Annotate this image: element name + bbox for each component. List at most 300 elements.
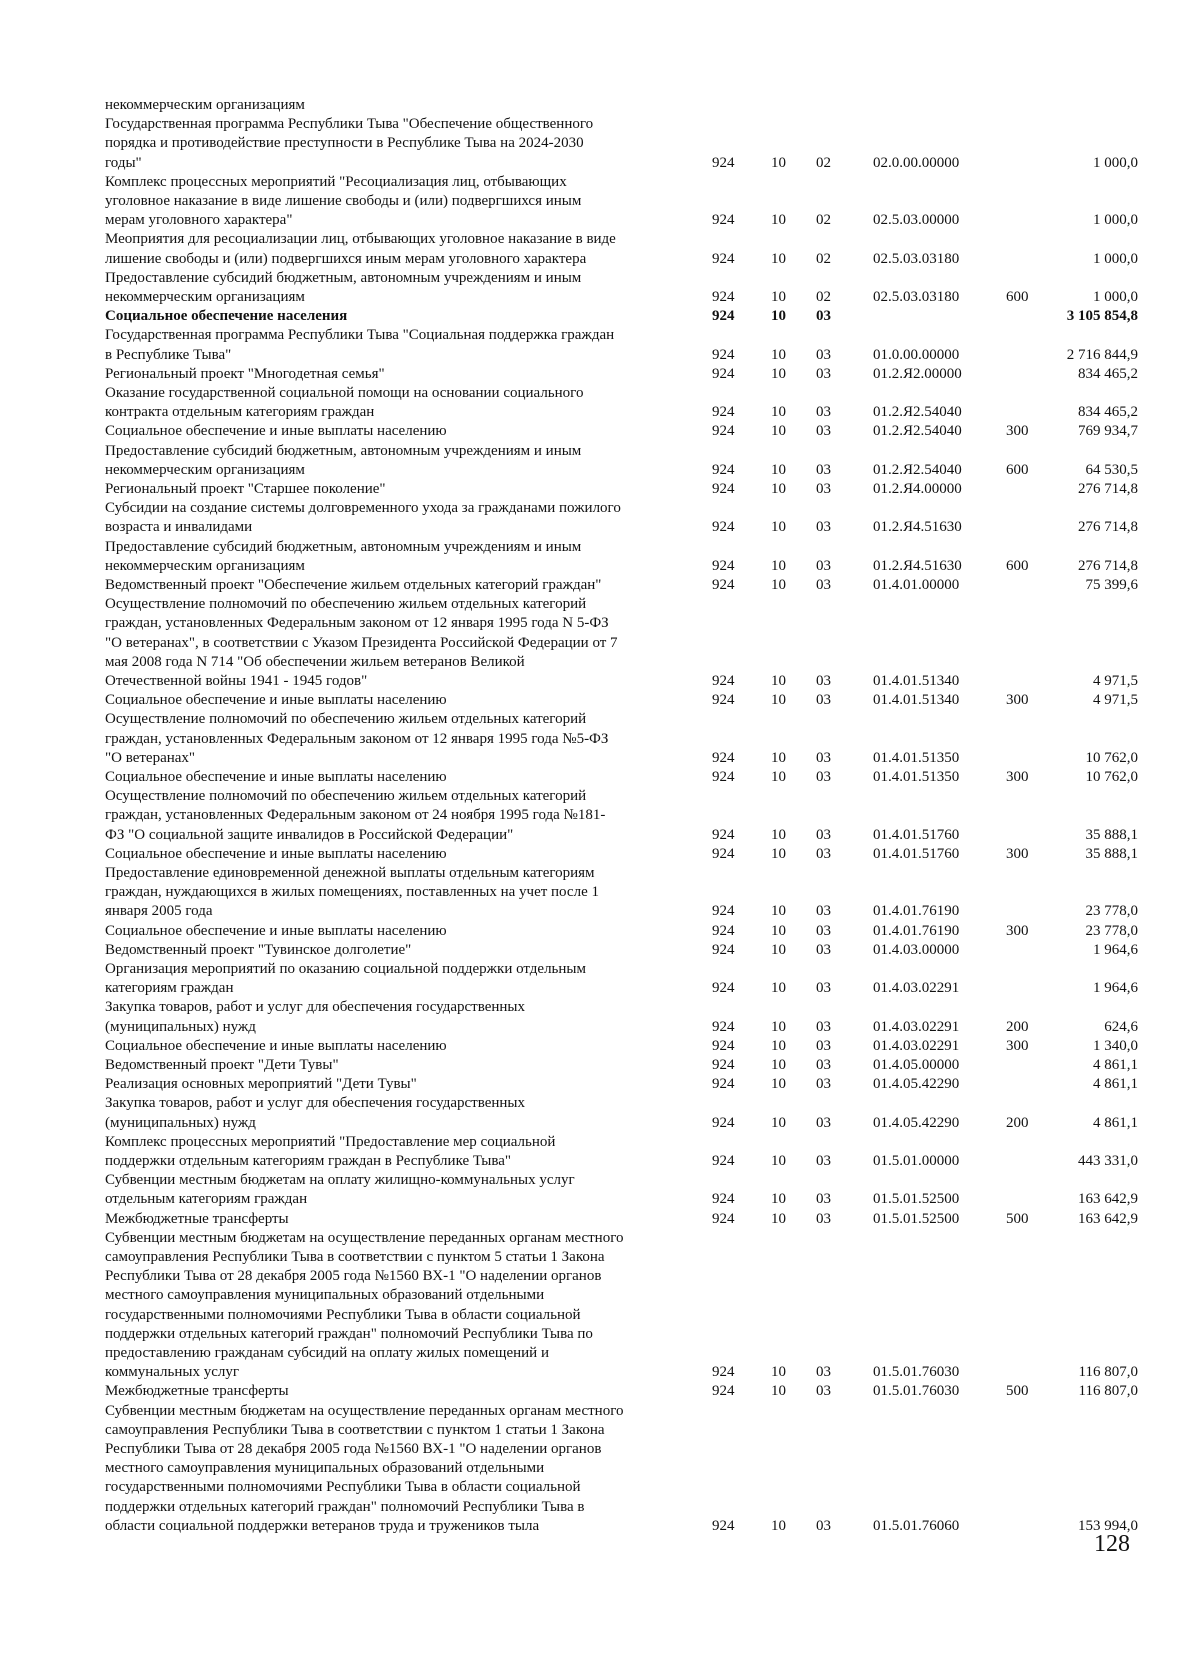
row-target-article: 01.4.01.76190 xyxy=(873,922,960,939)
row-admin-code: 924 xyxy=(712,1114,735,1131)
row-admin-code: 924 xyxy=(712,826,735,843)
row-name-line: Социальное обеспечение и иные выплаты населению xyxy=(105,692,447,709)
row-sum: 276 714,8 xyxy=(1078,481,1138,497)
row-expense-type: 300 xyxy=(1006,922,1029,939)
row-subsection: 03 xyxy=(816,941,831,958)
row-name-line: Межбюджетные трансферты xyxy=(105,1210,289,1227)
row-subsection: 03 xyxy=(816,1018,831,1035)
row-target-article: 01.4.03.02291 xyxy=(873,980,960,997)
row-admin-code: 924 xyxy=(712,845,735,862)
row-subsection: 03 xyxy=(816,903,831,920)
row-name-line: Социальное обеспечение населения xyxy=(105,308,348,325)
row-section: 10 xyxy=(771,250,786,267)
row-subsection: 03 xyxy=(816,346,831,363)
table-row xyxy=(0,768,1200,787)
row-name-line: некоммерческим организациям xyxy=(105,461,305,478)
row-name-line: Социальное обеспечение и иные выплаты населению xyxy=(105,922,447,939)
row-target-article: 01.4.05.42290 xyxy=(873,1114,960,1131)
row-name xyxy=(105,365,690,384)
row-name-line: коммунальных услуг xyxy=(105,1364,240,1381)
row-subsection: 03 xyxy=(816,1114,831,1131)
table-row xyxy=(0,365,1200,384)
table-row xyxy=(0,115,1200,173)
row-sum: 769 934,7 xyxy=(1078,423,1138,440)
row-section: 10 xyxy=(771,845,786,862)
row-admin-code: 924 xyxy=(712,1191,735,1208)
row-name-line: Ведомственный проект "Тувинское долголетие" xyxy=(105,941,412,958)
table-row xyxy=(0,576,1200,595)
row-section: 10 xyxy=(771,941,786,958)
row-target-article: 01.2.Я2.00000 xyxy=(873,365,962,382)
row-name-line: Социальное обеспечение и иные выплаты населению xyxy=(105,423,447,440)
row-target-article: 01.4.03.00000 xyxy=(873,941,960,958)
row-section: 10 xyxy=(771,461,786,478)
row-target-article: 01.4.01.51350 xyxy=(873,769,960,785)
table-row xyxy=(0,1229,1200,1383)
row-sum: 834 465,2 xyxy=(1078,404,1138,421)
row-subsection: 03 xyxy=(816,423,831,440)
row-target-article: 02.0.00.00000 xyxy=(873,154,960,171)
row-target-article: 02.5.03.03180 xyxy=(873,288,960,305)
table-row xyxy=(0,173,1200,231)
row-admin-code: 924 xyxy=(712,346,735,363)
row-subsection: 03 xyxy=(816,1364,831,1381)
row-name-line: контракта отдельным категориям граждан xyxy=(105,404,375,421)
row-sum: 35 888,1 xyxy=(1085,826,1138,843)
page-number: 128 xyxy=(1094,1531,1130,1557)
row-name xyxy=(105,576,690,595)
row-name-line: поддержки отдельных категорий граждан" полномочий Республики Тыва в xyxy=(105,1498,585,1515)
table-row xyxy=(0,442,1200,480)
row-sum: 35 888,1 xyxy=(1085,845,1138,862)
row-name xyxy=(105,1229,690,1383)
row-target-article: 01.4.01.51760 xyxy=(873,845,960,862)
row-name-line: Региональный проект "Многодетная семья" xyxy=(105,365,385,382)
row-sum: 276 714,8 xyxy=(1078,557,1138,574)
row-subsection: 03 xyxy=(816,577,831,593)
row-name-line: Республики Тыва от 28 декабря 2005 года №1560 ВХ-1 "О наделении органов xyxy=(105,1268,602,1285)
row-subsection: 03 xyxy=(816,749,831,766)
row-subsection: 03 xyxy=(816,672,831,689)
row-subsection: 02 xyxy=(816,250,831,267)
row-name-line: Оказание государственной социальной помощи на основании социального xyxy=(105,385,584,401)
row-sum: 23 778,0 xyxy=(1085,922,1138,939)
row-name-line: местного самоуправления муниципальных образований отдельными xyxy=(105,1460,545,1477)
row-name-line: местного самоуправления муниципальных образований отдельными xyxy=(105,1287,545,1304)
row-subsection: 02 xyxy=(816,288,831,305)
row-name xyxy=(105,115,690,173)
row-name-line: Региональный проект "Старшее поколение" xyxy=(105,481,386,497)
row-admin-code: 924 xyxy=(712,557,735,574)
row-admin-code: 924 xyxy=(712,461,735,478)
row-section: 10 xyxy=(771,1364,786,1381)
table-row xyxy=(0,787,1200,845)
row-sum: 116 807,0 xyxy=(1078,1383,1138,1400)
row-subsection: 03 xyxy=(816,1383,831,1400)
table-row xyxy=(0,845,1200,864)
row-name-line: уголовное наказание в виде лишение свободы и (или) подвергшихся иным xyxy=(105,193,582,209)
row-sum: 1 000,0 xyxy=(1093,154,1138,171)
row-target-article: 01.4.03.02291 xyxy=(873,1018,960,1035)
row-name-line: некоммерческим организациям xyxy=(105,557,305,574)
table-row xyxy=(0,384,1200,422)
row-sum: 624,6 xyxy=(1104,1018,1138,1035)
row-name xyxy=(105,1056,690,1075)
row-section: 10 xyxy=(771,1114,786,1131)
row-subsection: 02 xyxy=(816,212,831,229)
row-sum: 4 861,1 xyxy=(1093,1057,1138,1073)
row-expense-type: 500 xyxy=(1006,1383,1029,1400)
row-subsection: 03 xyxy=(816,1057,831,1073)
row-admin-code: 924 xyxy=(712,749,735,766)
row-name xyxy=(105,768,690,787)
row-expense-type: 300 xyxy=(1006,423,1029,440)
row-subsection: 03 xyxy=(816,1517,831,1534)
row-expense-type: 500 xyxy=(1006,1210,1029,1227)
row-subsection: 03 xyxy=(816,1191,831,1208)
row-target-article: 01.5.01.52500 xyxy=(873,1210,960,1227)
row-name-line: самоуправления Республики Тыва в соответствии с пунктом 1 статьи 1 Закона xyxy=(105,1421,605,1438)
table-row xyxy=(0,922,1200,941)
row-admin-code: 924 xyxy=(712,481,735,497)
row-name xyxy=(105,307,690,326)
row-section: 10 xyxy=(771,1057,786,1073)
row-sum: 276 714,8 xyxy=(1078,519,1138,536)
row-sum: 23 778,0 xyxy=(1085,903,1138,920)
row-name-line: Комплекс процессных мероприятий "Ресоциализация лиц, отбывающих xyxy=(105,173,567,190)
row-name-line: Организация мероприятий по оказанию социальной поддержки отдельным xyxy=(105,961,586,977)
row-name xyxy=(105,384,690,422)
row-admin-code: 924 xyxy=(712,1037,735,1054)
row-name xyxy=(105,269,690,307)
row-name-line: "О ветеранах" xyxy=(105,749,196,766)
row-section: 10 xyxy=(771,577,786,593)
table-row xyxy=(0,1094,1200,1132)
row-target-article: 01.5.01.76060 xyxy=(873,1517,960,1534)
row-name xyxy=(105,1037,690,1056)
row-admin-code: 924 xyxy=(712,365,735,382)
row-sum: 163 642,9 xyxy=(1078,1210,1138,1227)
row-target-article: 01.2.Я4.00000 xyxy=(873,481,962,497)
row-target-article: 01.4.05.42290 xyxy=(873,1076,960,1093)
row-name-line: Субвенции местным бюджетам на осуществление переданных органам местного xyxy=(105,1229,624,1246)
row-subsection: 03 xyxy=(816,845,831,862)
row-target-article: 01.4.01.76190 xyxy=(873,903,960,920)
row-sum: 116 807,0 xyxy=(1078,1364,1138,1381)
row-expense-type: 600 xyxy=(1006,461,1029,478)
table-row xyxy=(0,998,1200,1036)
table-row xyxy=(0,422,1200,441)
row-sum: 4 971,5 xyxy=(1093,692,1138,709)
row-target-article: 01.2.Я4.51630 xyxy=(873,557,962,574)
row-expense-type: 300 xyxy=(1006,845,1029,862)
row-name-line: Ведомственный проект "Обеспечение жильем отдельных категорий граждан" xyxy=(105,577,602,593)
row-name xyxy=(105,1382,690,1401)
row-section: 10 xyxy=(771,1152,786,1169)
row-admin-code: 924 xyxy=(712,922,735,939)
row-sum: 834 465,2 xyxy=(1078,365,1138,382)
row-admin-code: 924 xyxy=(712,423,735,440)
row-name-line: Субвенции местным бюджетам на оплату жилищно-коммунальных услуг xyxy=(105,1172,575,1189)
table-row xyxy=(0,595,1200,691)
row-name xyxy=(105,787,690,845)
row-expense-type: 200 xyxy=(1006,1114,1029,1131)
row-name-line: Социальное обеспечение и иные выплаты населению xyxy=(105,1037,447,1054)
row-name-line: "О ветеранах", в соответствии с Указом Президента Российской Федерации от 7 xyxy=(105,634,618,651)
row-admin-code: 924 xyxy=(712,1364,735,1381)
row-name-line: Меоприятия для ресоциализации лиц, отбывающих уголовное наказание в виде xyxy=(105,231,616,248)
row-name-line: Осуществление полномочий по обеспечению жильем отдельных категорий xyxy=(105,711,587,728)
row-sum: 3 105 854,8 xyxy=(1066,308,1138,325)
row-target-article: 01.4.01.00000 xyxy=(873,577,960,593)
row-section: 10 xyxy=(771,1383,786,1400)
table-row xyxy=(0,307,1200,326)
row-name-line: категориям граждан xyxy=(105,980,234,997)
table-row xyxy=(0,1037,1200,1056)
row-name-line: граждан, установленных Федеральным законом от 24 ноября 1995 года №181- xyxy=(105,807,606,824)
row-target-article: 01.5.01.76030 xyxy=(873,1383,960,1400)
row-subsection: 03 xyxy=(816,519,831,536)
row-sum: 1 340,0 xyxy=(1093,1037,1138,1054)
row-name-line: Предоставление субсидий бюджетным, автономным учреждениям и иным xyxy=(105,269,582,286)
row-name xyxy=(105,96,690,115)
table-row xyxy=(0,269,1200,307)
row-name-line: Реализация основных мероприятий "Дети Тувы" xyxy=(105,1076,417,1093)
row-name-line: лишение свободы и (или) подвергшихся иным мерам уголовного характера xyxy=(105,250,587,267)
table-row xyxy=(0,710,1200,768)
row-admin-code: 924 xyxy=(712,903,735,920)
row-name-line: января 2005 года xyxy=(105,903,213,920)
row-name xyxy=(105,480,690,499)
row-target-article: 01.4.01.51340 xyxy=(873,672,960,689)
row-admin-code: 924 xyxy=(712,941,735,958)
table-row xyxy=(0,864,1200,922)
row-name xyxy=(105,960,690,998)
row-section: 10 xyxy=(771,1076,786,1093)
table-row xyxy=(0,230,1200,268)
row-name-line: граждан, установленных Федеральным законом от 12 января 1995 года N 5-ФЗ xyxy=(105,615,609,632)
row-name-line: мая 2008 года N 714 "Об обеспечении жильем ветеранов Великой xyxy=(105,653,525,670)
row-name-line: отдельным категориям граждан xyxy=(105,1191,308,1208)
row-target-article: 01.4.05.00000 xyxy=(873,1057,960,1073)
row-name-line: предоставлению гражданам субсидий на оплату жилых помещений и xyxy=(105,1345,549,1362)
row-name-line: поддержки отдельным категориям граждан в Республике Тыва" xyxy=(105,1153,512,1169)
row-admin-code: 924 xyxy=(712,308,735,325)
row-name xyxy=(105,1094,690,1132)
row-subsection: 03 xyxy=(816,826,831,843)
row-sum: 1 964,6 xyxy=(1093,941,1138,958)
row-target-article: 01.4.03.02291 xyxy=(873,1037,960,1054)
row-sum: 4 861,1 xyxy=(1093,1114,1138,1131)
row-name-line: области социальной поддержки ветеранов труда и тружеников тыла xyxy=(105,1517,540,1534)
row-name xyxy=(105,691,690,710)
row-section: 10 xyxy=(771,980,786,997)
row-name-line: возраста и инвалидами xyxy=(105,519,253,536)
row-sum: 1 000,0 xyxy=(1093,250,1138,267)
row-name-line: мерам уголовного характера" xyxy=(105,212,293,229)
row-section: 10 xyxy=(771,1210,786,1227)
row-expense-type: 200 xyxy=(1006,1018,1029,1035)
table-row xyxy=(0,960,1200,998)
row-expense-type: 300 xyxy=(1006,692,1029,709)
row-target-article: 01.4.01.51350 xyxy=(873,749,960,766)
row-name-line: Осуществление полномочий по обеспечению жильем отдельных категорий xyxy=(105,596,587,613)
row-subsection: 03 xyxy=(816,922,831,939)
row-section: 10 xyxy=(771,308,786,325)
row-sum: 1 000,0 xyxy=(1093,288,1138,305)
row-subsection: 03 xyxy=(816,557,831,574)
row-subsection: 03 xyxy=(816,404,831,421)
row-admin-code: 924 xyxy=(712,1517,735,1534)
row-name-line: порядка и противодействие преступности в Республике Тыва на 2024-2030 xyxy=(105,135,584,152)
row-name-line: государственными полномочиями Республики Тыва в области социальной xyxy=(105,1306,581,1323)
row-expense-type: 600 xyxy=(1006,557,1029,574)
row-name-line: Предоставление единовременной денежной выплаты отдельным категориям xyxy=(105,865,595,881)
row-sum: 10 762,0 xyxy=(1085,769,1138,785)
row-target-article: 01.0.00.00000 xyxy=(873,346,960,363)
row-target-article: 01.2.Я4.51630 xyxy=(873,519,962,536)
row-name-line: Закупка товаров, работ и услуг для обеспечения государственных xyxy=(105,1095,526,1112)
row-target-article: 01.2.Я2.54040 xyxy=(873,461,962,478)
row-admin-code: 924 xyxy=(712,288,735,305)
row-section: 10 xyxy=(771,519,786,536)
row-name xyxy=(105,710,690,768)
row-admin-code: 924 xyxy=(712,1152,735,1169)
row-name xyxy=(105,538,690,576)
row-admin-code: 924 xyxy=(712,577,735,593)
row-admin-code: 924 xyxy=(712,1076,735,1093)
row-name-line: Субвенции местным бюджетам на осуществление переданных органам местного xyxy=(105,1402,624,1419)
table-row xyxy=(0,1210,1200,1229)
row-name-line: ФЗ "О социальной защите инвалидов в Российской Федерации" xyxy=(105,826,514,843)
row-name-line: (муниципальных) нужд xyxy=(105,1018,256,1035)
table-row xyxy=(0,480,1200,499)
row-name xyxy=(105,941,690,960)
row-section: 10 xyxy=(771,1018,786,1035)
row-sum: 163 642,9 xyxy=(1078,1191,1138,1208)
row-section: 10 xyxy=(771,1191,786,1208)
table-row xyxy=(0,1171,1200,1209)
row-section: 10 xyxy=(771,154,786,171)
row-sum: 1 964,6 xyxy=(1093,980,1138,997)
row-name xyxy=(105,595,690,691)
table-row xyxy=(0,1056,1200,1075)
row-subsection: 03 xyxy=(816,1210,831,1227)
row-name-line: Республики Тыва от 28 декабря 2005 года №1560 ВХ-1 "О наделении органов xyxy=(105,1441,602,1457)
row-admin-code: 924 xyxy=(712,1057,735,1073)
row-target-article: 01.4.01.51760 xyxy=(873,826,960,843)
row-name-line: в Республике Тыва" xyxy=(105,346,232,363)
row-name-line: Социальное обеспечение и иные выплаты населению xyxy=(105,769,447,785)
row-name xyxy=(105,1402,690,1536)
row-target-article: 01.5.01.76030 xyxy=(873,1364,960,1381)
row-name-line: Межбюджетные трансферты xyxy=(105,1383,289,1400)
row-name-line: (муниципальных) нужд xyxy=(105,1114,256,1131)
row-target-article: 01.2.Я2.54040 xyxy=(873,404,962,421)
row-sum: 443 331,0 xyxy=(1078,1152,1138,1169)
row-name-line: Отечественной войны 1941 - 1945 годов" xyxy=(105,673,368,689)
row-subsection: 03 xyxy=(816,365,831,382)
row-target-article: 01.5.01.52500 xyxy=(873,1191,960,1208)
row-name-line: государственными полномочиями Республики Тыва в области социальной xyxy=(105,1479,581,1496)
row-section: 10 xyxy=(771,557,786,574)
row-name-line: некоммерческим организациям xyxy=(105,97,305,113)
row-name-line: Социальное обеспечение и иные выплаты населению xyxy=(105,845,447,862)
row-name xyxy=(105,1210,690,1229)
row-name xyxy=(105,922,690,941)
row-section: 10 xyxy=(771,769,786,785)
row-admin-code: 924 xyxy=(712,1210,735,1227)
row-sum: 64 530,5 xyxy=(1085,461,1138,478)
row-subsection: 03 xyxy=(816,980,831,997)
row-section: 10 xyxy=(771,346,786,363)
row-admin-code: 924 xyxy=(712,250,735,267)
row-subsection: 03 xyxy=(816,481,831,497)
row-name-line: поддержки отдельных категорий граждан" полномочий Республики Тыва по xyxy=(105,1325,593,1342)
row-name xyxy=(105,1133,690,1171)
row-subsection: 03 xyxy=(816,461,831,478)
row-section: 10 xyxy=(771,922,786,939)
table-row xyxy=(0,1075,1200,1094)
row-name-line: граждан, установленных Федеральным законом от 12 января 1995 года №5-ФЗ xyxy=(105,730,609,747)
row-section: 10 xyxy=(771,749,786,766)
row-admin-code: 924 xyxy=(712,769,735,785)
row-name-line: Закупка товаров, работ и услуг для обеспечения государственных xyxy=(105,999,526,1016)
row-admin-code: 924 xyxy=(712,404,735,421)
row-admin-code: 924 xyxy=(712,1018,735,1035)
row-name xyxy=(105,1171,690,1209)
row-expense-type: 300 xyxy=(1006,1037,1029,1054)
table-row xyxy=(0,499,1200,537)
row-admin-code: 924 xyxy=(712,980,735,997)
row-admin-code: 924 xyxy=(712,212,735,229)
row-target-article: 02.5.03.03180 xyxy=(873,250,960,267)
row-sum: 75 399,6 xyxy=(1085,577,1138,593)
table-row xyxy=(0,941,1200,960)
row-target-article: 01.5.01.00000 xyxy=(873,1152,960,1169)
row-name-line: Ведомственный проект "Дети Тувы" xyxy=(105,1057,339,1073)
table-row xyxy=(0,96,1200,115)
table-row xyxy=(0,538,1200,576)
row-name-line: граждан, нуждающихся в жилых помещениях, поставленных на учет после 1 xyxy=(105,884,599,901)
row-section: 10 xyxy=(771,1517,786,1534)
row-subsection: 03 xyxy=(816,1076,831,1093)
row-subsection: 03 xyxy=(816,1037,831,1054)
row-sum: 4 971,5 xyxy=(1093,672,1138,689)
row-name xyxy=(105,422,690,441)
row-name xyxy=(105,442,690,480)
row-subsection: 02 xyxy=(816,154,831,171)
row-admin-code: 924 xyxy=(712,1383,735,1400)
row-name-line: Государственная программа Республики Тыва "Социальная поддержка граждан xyxy=(105,327,615,344)
row-name-line: Комплекс процессных мероприятий "Предоставление мер социальной xyxy=(105,1133,556,1150)
row-subsection: 03 xyxy=(816,308,831,325)
row-section: 10 xyxy=(771,288,786,305)
row-sum: 1 000,0 xyxy=(1093,212,1138,229)
row-name-line: Предоставление субсидий бюджетным, автономным учреждениям и иным xyxy=(105,442,582,459)
table-row xyxy=(0,1382,1200,1401)
row-target-article: 01.2.Я2.54040 xyxy=(873,423,962,440)
row-name xyxy=(105,499,690,537)
row-section: 10 xyxy=(771,404,786,421)
row-admin-code: 924 xyxy=(712,154,735,171)
row-name-line: годы" xyxy=(105,154,142,171)
row-sum: 10 762,0 xyxy=(1085,749,1138,766)
row-name xyxy=(105,864,690,922)
row-admin-code: 924 xyxy=(712,692,735,709)
row-name-line: Государственная программа Республики Тыва "Обеспечение общественного xyxy=(105,116,594,133)
row-section: 10 xyxy=(771,903,786,920)
